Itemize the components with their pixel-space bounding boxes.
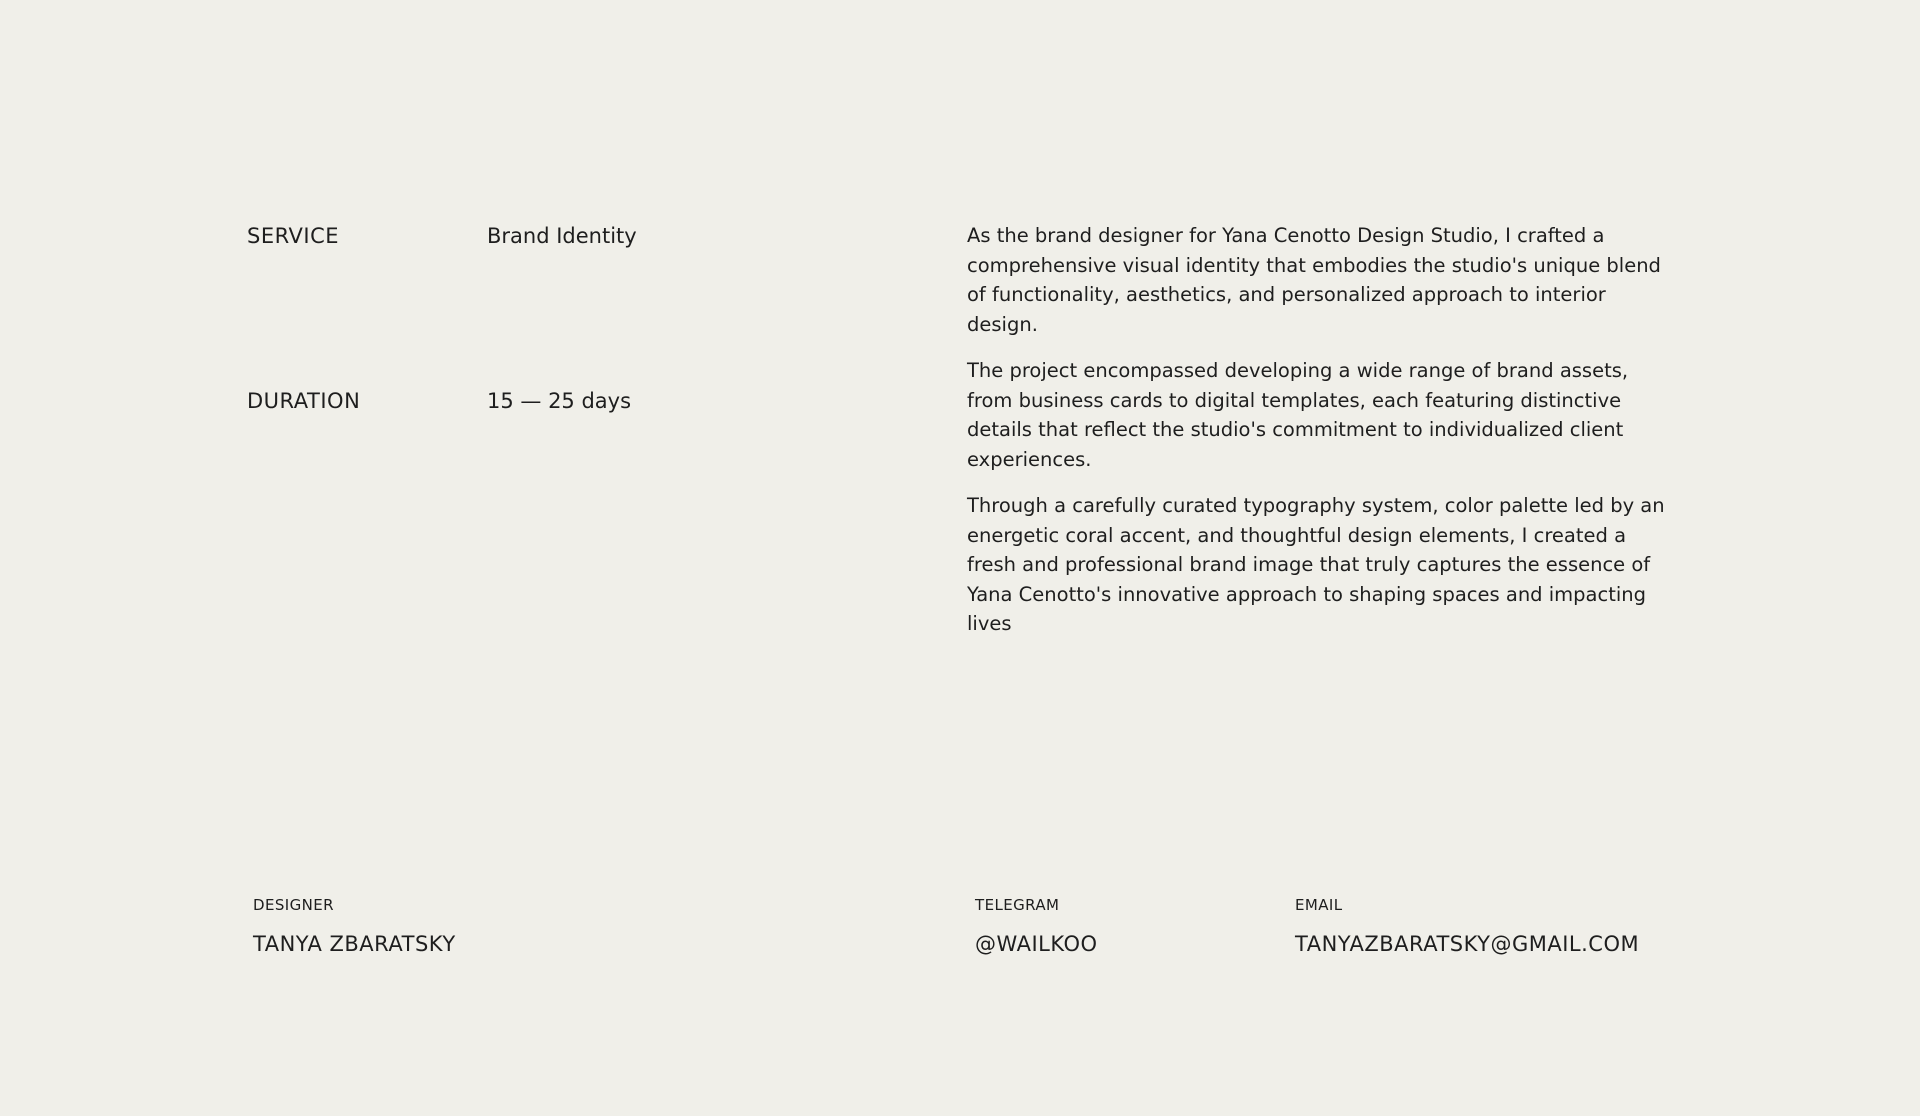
service-value: Brand Identity xyxy=(487,224,637,248)
email-label: EMAIL xyxy=(1295,896,1343,914)
duration-value: 15 — 25 days xyxy=(487,389,632,413)
project-description xyxy=(967,221,1667,656)
description-paragraph-2: The project encompassed developing a wide range of brand assets, from business cards to digital templates, each featuring distinctive details that reflect the studio's commitment to individualized client experiences. xyxy=(967,359,1629,471)
email-address-link[interactable]: TANYAZBARATSKY@GMAIL.COM xyxy=(1295,932,1640,956)
designer-label: DESIGNER xyxy=(253,896,334,914)
description-paragraph-3: Through a carefully curated typography system, color palette led by an energetic coral accent, and thoughtful design elements, I created a fresh and professional brand image that truly captures the essence of Yana Cenotto's innovative approach to shaping spaces and impacting lives xyxy=(967,494,1665,635)
service-label: SERVICE xyxy=(247,224,340,248)
designer-name: TANYA ZBARATSKY xyxy=(253,932,456,956)
description-paragraph-1: As the brand designer for Yana Cenotto Design Studio, I crafted a comprehensive visual identity that embodies the studio's unique blend of functionality, aesthetics, and personalized approach to interior design. xyxy=(967,224,1661,336)
telegram-handle-link[interactable]: @WAILKOO xyxy=(975,932,1098,956)
duration-label: DURATION xyxy=(247,389,361,413)
telegram-label: TELEGRAM xyxy=(975,896,1060,914)
